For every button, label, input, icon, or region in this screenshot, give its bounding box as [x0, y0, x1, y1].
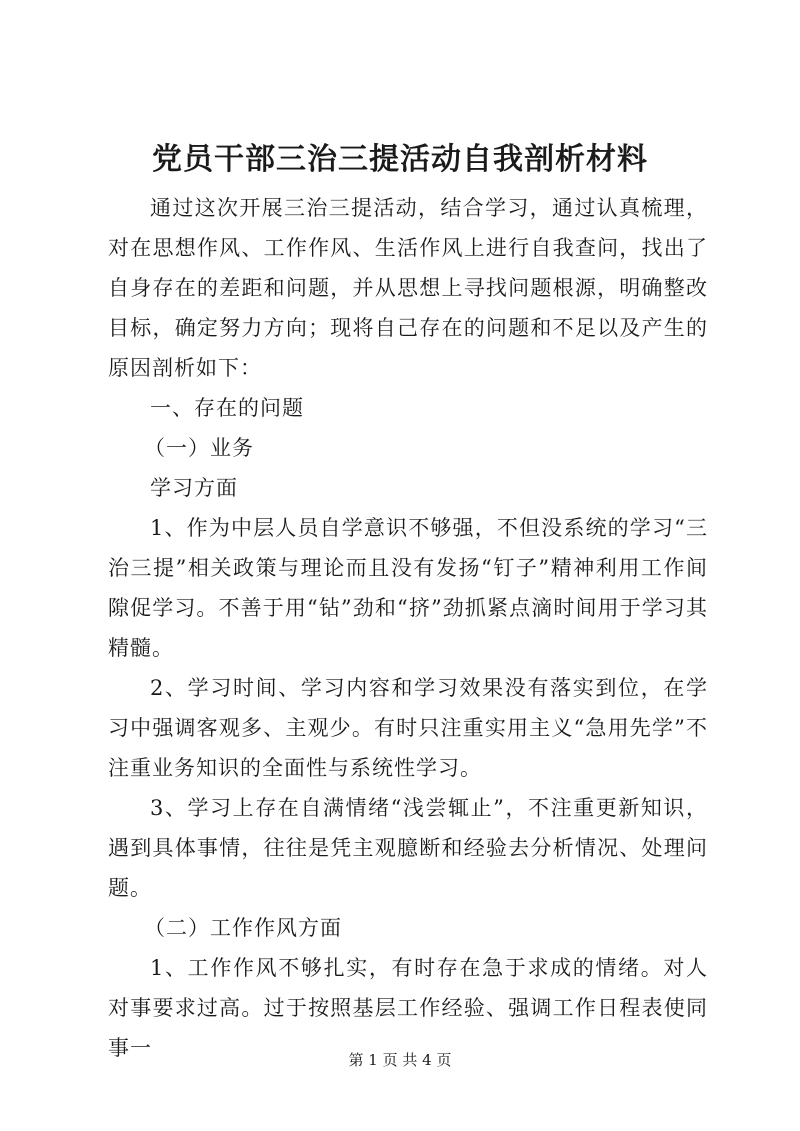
study-item-3: 3、学习上存在自满情绪“浅尝辄止”，不注重更新知识，遇到具体事情，往往是凭主观臆断和经验去分析情况、处理问题。 — [108, 796, 708, 900]
document-body — [108, 188, 708, 1068]
subsection-heading-business: （一）业务 — [144, 436, 254, 460]
document-title: 党员干部三治三提活动自我剖析材料 — [152, 142, 648, 177]
work-style-item-1: 1、工作作风不够扎实，有时存在急于求成的情绪。对人对事要求过高。过于按照基层工作经验、强调工作日程表使同事一 — [108, 956, 708, 1060]
page-footer: 第 1 页 共 4 页 — [348, 1051, 452, 1069]
study-heading: 学习方面 — [150, 476, 238, 500]
subsection-heading-work-style: （二）工作作风方面 — [144, 916, 342, 940]
intro-paragraph: 通过这次开展三治三提活动，结合学习，通过认真梳理，对在思想作风、工作作风、生活作风上进行自我查问，找出了自身存在的差距和问题，并从思想上寻找问题根源，明确整改目标，确定努力方向；现将自己存在的问题和不足以及产生的原因剖析如下： — [108, 196, 708, 380]
section-heading-problems: 一、存在的问题 — [150, 396, 304, 420]
study-item-2: 2、学习时间、学习内容和学习效果没有落实到位，在学习中强调客观多、主观少。有时只注重实用主义“急用先学”不注重业务知识的全面性与系统性学习。 — [108, 676, 708, 780]
study-item-1: 1、作为中层人员自学意识不够强，不但没系统的学习“三治三提”相关政策与理论而且没有发扬“钉子”精神利用工作间隙促学习。不善于用“钻”劲和“挤”劲抓紧点滴时间用于学习其精髓。 — [108, 516, 708, 660]
